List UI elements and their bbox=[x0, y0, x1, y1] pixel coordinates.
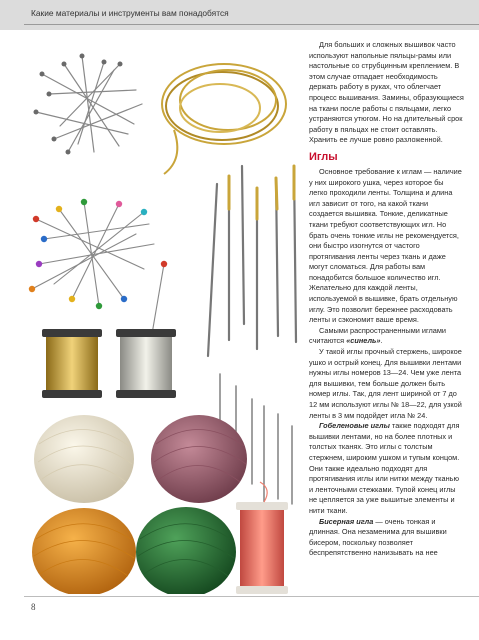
needles-paragraph-2 bbox=[309, 326, 464, 347]
gold-cord-icon bbox=[162, 64, 286, 174]
section-title: Иглы bbox=[309, 150, 338, 163]
pins-icon bbox=[34, 54, 143, 155]
needles-paragraph-4 bbox=[309, 421, 464, 516]
needles-paragraph-5 bbox=[309, 517, 464, 559]
header-title: Какие материалы и инструменты вам понадобятся bbox=[31, 8, 229, 18]
header-divider bbox=[24, 24, 479, 25]
needles-paragraph-3: У такой иглы прочный стержень, широкое ушко и острый конец. Для вышивки лентами нужны иглы номеров 13—24. Чем уже лента для вышивки, тем больше должен быть номер иглы. Так, для лент шириной от 7 до 12 мм используют иглы № 18—22, для узкой ленты в 3 мм подойдет игла № 24. bbox=[309, 347, 462, 420]
p2-text-a: Самыми распространенными иглами считаются bbox=[309, 325, 447, 346]
p4-emphasis: Гобеленовые иглы bbox=[319, 421, 390, 431]
silver-thread-spool-icon bbox=[116, 329, 176, 398]
cream-yarn-ball-icon bbox=[34, 415, 134, 503]
large-needles-icon bbox=[208, 166, 296, 356]
footer-divider bbox=[24, 596, 479, 597]
orange-yarn-ball-icon bbox=[32, 508, 136, 594]
pink-thread-spool-icon bbox=[236, 482, 288, 594]
mauve-yarn-ball-icon bbox=[151, 415, 247, 503]
page-header bbox=[0, 0, 479, 30]
needles-paragraph-1: Основное требование к иглам — наличие у них широкого ушка, через которое бы легко проходили ленты. Толщина и длина игл зависит от того, на какой ткани создается вышивка. Тонкие, деликатные ткани требуют соответствующих игл. Но брать очень тонкие иглы не рекомендуется, они быстро изогнутся от частого протягивания ленты через ткань и даже могут сломаться. Для работы вам понадобится большое количество игл. Желательно для каждой ленты, используемой в вышивке, брать отдельную иглу. Это позволит бережнее расходовать ленты и сэкономит ваше время. bbox=[309, 166, 462, 325]
intro-paragraph: Для больших и сложных вышивок часто используют напольные пяльцы-рамы или настольные со струбцинным креплением. В этом случае отпадает необходимость держать работу в руках, что облегчает процесс вышивания. Замины, образующиеся на ткани после работы с пяльцами, легко устраняются утюгом. Но на длительный срок работу в пяльцах не стоит оставлять. Хранить ее лучше ровно разложенной. bbox=[309, 40, 464, 145]
p5-emphasis: Бисерная игла bbox=[319, 516, 374, 526]
colored-pins-icon bbox=[29, 199, 167, 334]
p4-text: также подходят для вышивки лентами, но на более плотных и толстых тканях. Это иглы с толстым стержнем, широким ушком и тупым концом. Они также идеально подходят для протягивания иглы или нитки между тканью и ленточными стежками. Тупой конец иглы не цепляется за уже вышитые элементы и нити ткани. bbox=[309, 421, 460, 515]
p5-text: — очень тонкая и длинная. Она незаменима для вышивки бисером, поскольку позволяет беспрепятственно нанизывать на нее bbox=[309, 516, 447, 558]
text-column bbox=[309, 40, 464, 559]
green-yarn-ball-icon bbox=[136, 507, 236, 594]
illustrations bbox=[24, 34, 306, 594]
p2-text-b: . bbox=[380, 336, 383, 346]
gold-thread-spool-icon bbox=[42, 329, 102, 398]
page-number: 8 bbox=[31, 602, 36, 612]
p2-emphasis: «синель» bbox=[346, 336, 381, 346]
